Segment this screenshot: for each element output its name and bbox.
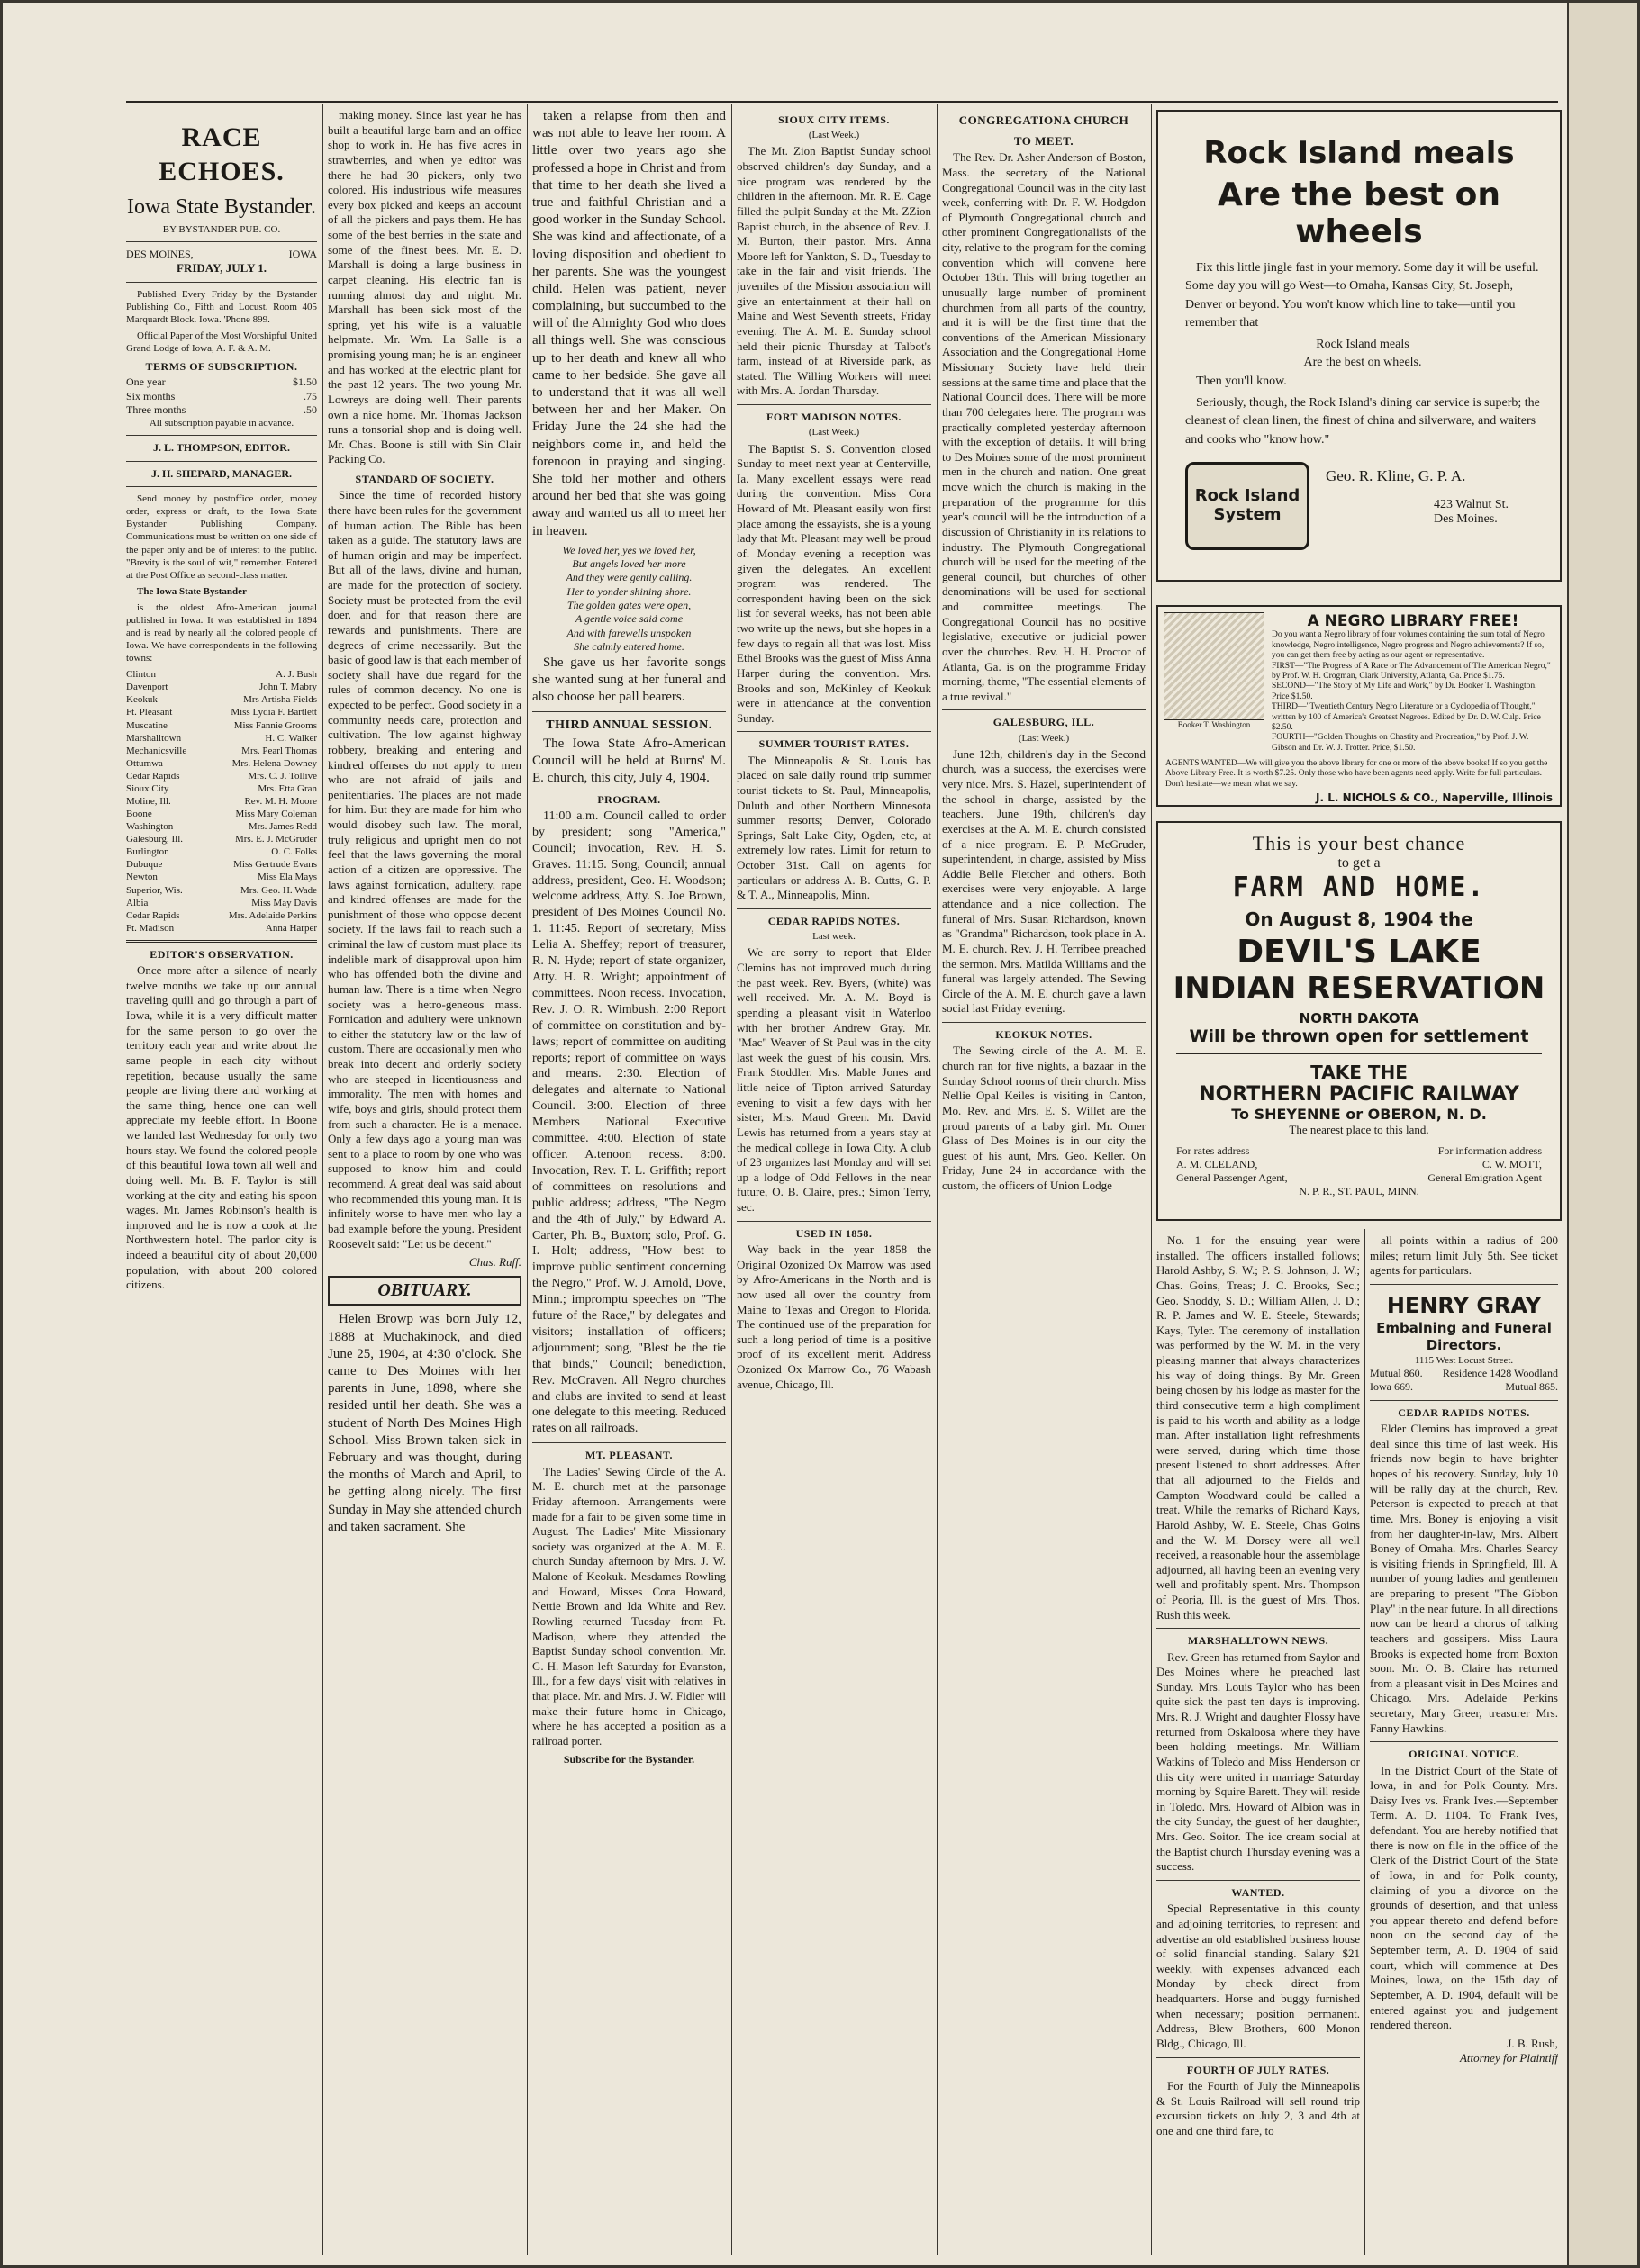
column-rule	[731, 104, 732, 2255]
obituary-body: Helen Browp was born July 12, 1888 at Muchakinock, and died June 25, 1904, at 4:30 o'clock. She came to Des Moines with her parents in June, 1898, where she resided until her death. She was a student of North Des Moines High School. Miss Brown taken sick in February and was thought, during the months of March and April, to be getting along nicely. The first Sunday in May she attended church and taken sacrament. She	[328, 1312, 521, 1534]
cedar-rapids-subheading: Last week.	[812, 931, 856, 943]
agent-town: Dubuque	[126, 859, 163, 871]
poem-line: We loved her, yes we loved her,	[562, 543, 696, 556]
henry-gray-phone-2: Iowa 669.	[1370, 1380, 1413, 1394]
farm-rates-name: A. M. CLELAND,	[1176, 1158, 1258, 1170]
used-in-1858-body: Way back in the year 1858 the Original Ozonized Ox Marrow was used by Afro-Americans in the North and is now used all over the country from Maine to Texas and Oregon to Florida. The continued use of the preparation for such a long period of time is a positive proof of its excellent merit. Address Ozonized Ox Marrow Co., 76 Wabash avenue, Chicago, Ill.	[737, 1242, 931, 1391]
library-book-1: FIRST—"The Progress of A Race or The Advancement of The American Negro," by Prof. W. H. Crogman, Clark University, Atlanta, Ga. Price $1.75.	[1272, 661, 1551, 681]
fort-madison-heading: FORT MADISON NOTES.	[766, 411, 902, 424]
column-7	[1370, 1233, 1558, 2246]
rock-island-logo-line-2: System	[1213, 504, 1282, 524]
agent-row	[126, 820, 317, 833]
masthead-title: RACE ECHOES.	[159, 122, 285, 187]
farm-ad-line-12: The nearest place to this land.	[1289, 1123, 1429, 1136]
agent-name: Rev. M. H. Moore	[244, 795, 317, 807]
galesburg-heading: GALESBURG, ILL.	[992, 716, 1095, 729]
farm-ad-line-11: To SHEYENNE or OBERON, N. D.	[1231, 1106, 1487, 1123]
farm-rates-title: General Passenger Agent,	[1176, 1171, 1288, 1184]
masthead-info: Published Every Friday by the Bystander Publishing Co., Fifth and Locust. Room 405 Marquardt Block. Iowa. 'Phone 899.	[126, 288, 317, 325]
library-headline: A NEGRO LIBRARY FREE!	[1307, 612, 1519, 630]
poem-line: And with farewells unspoken	[566, 626, 692, 639]
farm-ad-line-3: FARM AND HOME.	[1232, 872, 1486, 903]
agent-town: Burlington	[126, 846, 169, 858]
library-book-4: FOURTH—"Golden Thoughts on Chastity and Procreation," by Prof. J. W. Gibson and Dr. W. J. Trotter. Price, $1.50.	[1272, 733, 1529, 753]
rock-island-jingle-3: Are the best on wheels.	[1303, 356, 1422, 370]
farm-rates-label: For rates address	[1176, 1144, 1250, 1157]
henry-gray-residence-phone: Mutual 865.	[1505, 1380, 1558, 1394]
article-signature: Chas. Ruff.	[468, 1255, 521, 1270]
terms-heading: TERMS OF SUBSCRIPTION.	[145, 359, 298, 373]
agent-name: Mrs Artisha Fields	[243, 694, 317, 706]
agent-name: Mrs. James Redd	[248, 821, 317, 833]
agent-name: Miss May Davis	[251, 897, 317, 908]
galesburg-body: June 12th, children's day in the Second church, was a success, the exercises were very nice. Mrs. S. Hazel, superintendent of the school in charge, assisted by the teachers. June 19th, children's day exercises at the A. M. E. church consisted of a nice program. E. P. McGruder, superintendent, in charge, assisted by Miss Addie Belle Fletcher and others. Both exercises were very enjoyable. A large attendance and a nice collection. The funeral of Mrs. Susan Richardson, known as "Grandma" Richardson, took place in A. M. E. church. Rev. J. H. Terribee preached the sermon. Mrs. Matilda Williams and the funeral was largely attended. The Sewing Circle of the A. M. E. church gave a lawn social last Friday evening.	[942, 746, 1146, 1016]
masthead-paper: Iowa State Bystander.	[127, 194, 316, 219]
agent-name: Miss Mary Coleman	[235, 809, 317, 820]
cedar-rapids-body: We are sorry to report that Elder Clemins has not improved much during the past week. Rev. Byers, (white) was well received. Mr. A. M. Boyd is spending a pleasant visit in Waterloo with her brother Andrew Gray. Mr. "Mac" Weaver of St Paul was in the city last week the guest of his cousin, Mrs. Frank Stoddler. Mrs. Mable Jones and little neice of Tipton arrived Saturday evening to visit a few days with her sister, Mrs. Maud Green. Mr. David Lewis has returned from a years stay at the medical college in Iowa City. A club of 23 organizes last Monday and will set up a lodge of Odd Fellows in the near future, O. B. Claire, pres.; Simon Terry, sec.	[737, 945, 931, 1215]
rock-island-jingle: Fix this little jingle fast in your memory. Some day it will be useful. Some day you will go West—to Omaha, Kansas City, St. Joseph, Denver or beyond. You won't know which line to take—until you remember that	[1185, 261, 1539, 330]
farm-ad-line-2: to get a	[1337, 855, 1381, 871]
agent-name: John T. Mabry	[258, 682, 317, 693]
agent-name: Mrs. C. J. Tollive	[248, 770, 317, 782]
masthead-city: DES MOINES,	[126, 247, 194, 260]
rock-island-headline-2: Are the best on wheels	[1217, 176, 1501, 250]
fourth-july-heading: FOURTH OF JULY RATES.	[1186, 2063, 1330, 2076]
library-book-2: SECOND—"The Story of My Life and Work," by Dr. Booker T. Washington. Price $1.50.	[1272, 682, 1537, 701]
column-6	[1156, 1233, 1360, 2246]
sioux-city-body: The Mt. Zion Baptist Sunday school observed children's day Sunday, and a nice program was rendered by the children in the afternoon. Mr. R. E. Cage filled the pulpit Sunday at the Mt. ZZion Baptist church, in the absence of Rev. J. M. Burton, their pastor. Mrs. Anna Moore left for Yankton, S. D., Tuesday to take in the fair and visit friends. The juveniles of the Mission association will give an entertainment at their hall on Maine and West Seventh streets, Friday evening. The A. M. E. Sunday school held their picnic Thursday at Talbot's farm, instead of at Riverside park, as stated. The Willing Workers will meet with Mrs. A. Jordan Thursday.	[737, 144, 931, 398]
sioux-city-heading: SIOUX CITY ITEMS.	[778, 113, 890, 126]
agent-row	[126, 897, 317, 909]
farm-ad-line-6: INDIAN RESERVATION	[1173, 971, 1545, 1007]
agent-name: Anna Harper	[265, 922, 317, 934]
poem-line: But angels loved her more	[572, 557, 686, 571]
obituary-continued: taken a relapse from then and was not able to leave her room. A little over two years ago she professed a hope in Christ and from that time to her death she lived a true and faithful Christian and a good worker in the Sunday School. She was kind and affectionate, of a loving disposition and obedient to her parents. She was the youngest child. Helen was patient, never complaining, but succumbed to the will of the Almighty God who does all things well. She was conscious up to her death and knew all who came to her bedside. She gave all to understand that it was all well between her and her Maker. On Friday June the 24 she had the neighbors come in, and held the forenoon in praying and singing. She told her mother and others around her bed that she was going away and wanted us all to meet her in heaven.	[532, 109, 726, 538]
fourth-july-body: For the Fourth of July the Minneapolis & St. Louis Railroad will sell round trip excursion tickets on July 2, 3 and 4th at one and one third fare, to	[1156, 2078, 1360, 2137]
obituary-poem	[532, 544, 726, 655]
agent-row	[126, 668, 317, 681]
agent-town: Albia	[126, 897, 149, 908]
summer-rates-body: The Minneapolis & St. Louis has placed on sale daily round trip summer tourist tickets to St. Paul, Minneapolis, Duluth and other Northern Minnesota summer resorts; Denver, Colorado Springs, Salt Lake City, Ogden, etc, at extremely low rates. Limit for return to October 31st. Call on agents for particulars or address A. B. Cutts, G. P. & T. A., Minneapolis, Minn.	[737, 753, 931, 902]
rock-island-jingle-4: Then you'll know.	[1196, 374, 1287, 388]
agent-row	[126, 719, 317, 732]
farm-info-name: C. W. MOTT,	[1481, 1158, 1542, 1170]
mt-pleasant-heading: MT. PLEASANT.	[584, 1449, 674, 1462]
standard-of-society-body: Since the time of recorded history there have been rules for the government of human action. The Bible has been taken as a guide. The statutory laws are of human origin and may be imperfect. But all of the laws, divine and human, are made for the protection of society. Society must be protected from the evil doer, and for that reason there are rewards and punishments. There are degrees of crime necessarily. But the basic of good law is that each member of society shall have due regard for the rules of common decency. No one is expected to be perfect. Good society in a community needs care, protection and cultivation. The low against highway robbery, breaking and entering and kindred offenses do not apply to men who are not afraid of jails and penitentiaries. The places are not made for him. But they are made for him who would disobey such law. The moral, truly religious and upright men do not feel that the laws governing the moral action of a citizen are oppressive. The laws against fornication, adultery, rape and kindred offenses are made for the punishment of those who oppose decent society. If the laws fail to reach such a criminal the law of custom must place its indelible mark of disapproval upon him who has offended both the divine and human law. There is a time when Negro society was a hetro-geneous mass. Fornication and adultery were unknown to either the statutory law or the law of custom. There are occasionally men who break into decent and orderly society who are steeped in licentiousness and immorality. The men with homes and wife, boys and girls, should protect them from such a character. He is a menace. Only a few days ago a young man was sent to a place to room by one who was supposed to know him and could recommend. A great deal was said about who recommended this young man. It is infinitely worse to have men who lay a bad example before the young. President Roosevelt said: "Let us be decent."	[328, 488, 521, 1251]
editor-observation-heading: EDITOR'S OBSERVATION.	[150, 947, 294, 961]
annual-session-heading: THIRD ANNUAL SESSION.	[546, 718, 712, 733]
agent-row	[126, 681, 317, 693]
wanted-heading: WANTED.	[1231, 1885, 1285, 1899]
agent-town: Moline, Ill.	[126, 795, 171, 807]
agent-row	[126, 745, 317, 757]
library-book-3: THIRD—"Twentieth Century Negro Literature or a Cyclopedia of Thought," written by 100 of America's Greatest Negroes. Edited by Dr. D. W. Culp. Price $2.50.	[1272, 702, 1541, 732]
lodge-body: No. 1 for the ensuing year were installed. The officers installed follows; Harold Ashby, S. W.; P. S. Johnson, J. W.; Chas. Goins, Treas; J. C. Brooks, Sec.; Geo. Snoddy, S. D.; William Allen, J. D.; R. P. James and W. E. Steele, Stewards; Kays, Tyler. The ceremony of installation was performed by the W. M. in the very pleasing manner that always characterizes his way of doing things. By Mr. Green being chosen by his lodge as master for the third consecutive term a high compliment is paid to his worth and ability as a lodge man. After installation light refreshments were served, during which time those present listened to short addresses. After that all adjourned to the Fields and Campton Woodward could be called a treat. While the remarks of Richard Kays, Harold Ashby, W. E. Steele, Chas Goins and the W. M. Dorsey were all well received, a reasonable hour the assemblage adjourned, all having been an evening very well and profitably spent. Mrs. Thompson of Peoria, Ill. is the guest of Mrs. Thos. Rush this week.	[1156, 1233, 1360, 1622]
rock-island-logo-line-1: Rock Island	[1194, 486, 1300, 506]
agent-name: Mrs. E. J. McGruder	[234, 834, 317, 845]
agent-town: Newton	[126, 872, 158, 883]
used-in-1858-heading: USED IN 1858.	[795, 1226, 873, 1240]
agent-row	[126, 909, 317, 922]
farm-ad-line-10: NORTHERN PACIFIC RAILWAY	[1199, 1083, 1519, 1106]
agent-town: Cedar Rapids	[126, 770, 180, 782]
original-notice-heading: ORIGINAL NOTICE.	[1409, 1748, 1519, 1761]
agent-name: Mrs. Pearl Thomas	[241, 745, 317, 756]
column-5	[942, 108, 1146, 2242]
agent-town: Galesburg, Ill.	[126, 834, 184, 845]
rock-island-agent: Geo. R. Kline, G. P. A.	[1326, 466, 1466, 484]
agent-row	[126, 706, 317, 718]
terms-row: Three months .50	[126, 403, 317, 417]
library-intro: Do you want a Negro library of four volumes containing the sum total of Negro knowledge, Negro intelligence, Negro progress and Negro achievements? If so, you can get them free by acting as our agent or representative.	[1272, 630, 1545, 661]
agent-town: Ft. Madison	[126, 922, 175, 934]
masthead-state: IOWA	[288, 247, 317, 260]
henry-gray-phone-1: Mutual 860.	[1370, 1367, 1423, 1380]
farm-ad-line-8: Will be thrown open for settlement	[1189, 1026, 1529, 1046]
rock-island-ad	[1156, 110, 1562, 582]
agents-intro: is the oldest Afro-American journal published in Iowa. It was established in 1894 and is read by nearly all the colored people of Iowa. We have correspondents in the following towns:	[126, 601, 317, 664]
manager-name: J. H. SHEPARD, MANAGER.	[150, 466, 293, 480]
agent-name: Mrs. Helena Downey	[231, 757, 317, 769]
column-rule	[322, 104, 323, 2255]
agent-town: Ottumwa	[126, 757, 163, 769]
agent-town: Superior, Wis.	[126, 884, 183, 896]
cedar-rapids-heading: CEDAR RAPIDS NOTES.	[767, 914, 901, 927]
program-body: 11:00 a.m. Council called to order by president; song "America," Council; invocation, Rev. H. S. Graves. 11:15. Song, Council; annual address, president, Geo. H. Woodson; welcome address, Atty. S. Joe Brown, president of Des Moines Council No. 1. 11:45. Report of secretary, Miss Lelia A. Sheffey; report of treasurer, R. N. Hyde; report of state organizer, Atty. H. R. Wright; appointment of committees. Noon recess. Invocation, Rev. J. O. R. Wimbush. 2:00 Report of committee on constitution and by-laws; report of committee on auditing reports; report of committee on ways and means. 2:30. Election of delegates and alternate to National Council. 3:00. Election of three Members National Executive committee. 4:00. Election of state officer. A.tenoon recess. 8:00. Invocation, Rev. T. L. Griffith; report of committees on resolutions and public address; address, "The Negro and the 4th of July," by Edward A. Carter, Ph. B., Buxton; solo, Prof. G. I. Holt; address, "How best to improve public sentiment concerning the Negro," Prof. W. J. Arnold, Dove, Minn.; impromptu speeches on "The future of the Race," by delegates and visitors; installation of officers; adjournment; song, "Blest be the tie that binds," Council; benediction, Rev. McCraven. All Negro churches and clubs are invited to send at least one delegate to this meeting. Reduced rates on all railroads.	[532, 809, 726, 1436]
agents-heading: The Iowa State Bystander	[137, 585, 247, 597]
agent-row	[126, 858, 317, 871]
editor-name: J. L. THOMPSON, EDITOR.	[153, 441, 290, 455]
editor-observation-body: Once more after a silence of nearly twelve months we take up our annual traveling quill and go through a part of Iowa, while it is a very difficult matter for the same person to go over the territory each year and write about the same people in each city without repetition, because usually the same people are living there and working at the same thing, hence one can well appreciate my feeble effort. In Boone we landed last Wednesday for only two hours stay. We found the colored people of this beautiful Iowa town all well and doing well. Mr. B. F. Taylor is still working at the city and eating his spoon wages. Mr. James Robinson's health is improved and he is now a cook at the Northwestern hotel. The parlor city is indeed a beautiful city of about 20,000 population, with about 200 colored citizens.	[126, 963, 317, 1292]
page-top-rule	[126, 101, 1558, 103]
agent-town: Mechanicsville	[126, 745, 187, 756]
agents-list	[126, 668, 317, 935]
poem-line: The golden gates were open,	[566, 599, 692, 612]
marshalltown-body: Rev. Green has returned from Saylor and Des Moines where he preached last Sunday. Mrs. Louis Taylor who has been quite sick the past ten days is improving. Mrs. R. J. Wright and daughter Flossy have returned from Oskaloosa where they have been holding meetings. Mr. William Watkins of Toledo and Miss Henderson or this city were united in marriage Saturday morning by Squire Barett. They will reside in Toledo. Mrs. Howard of Albion was in the city Sunday, the guest of her daughter, Mrs. Geo. Soitor. The ice cream social at the Baptist church Thursday evening was a success.	[1156, 1649, 1360, 1874]
agent-town: Marshalltown	[126, 732, 182, 744]
agent-town: Davenport	[126, 682, 168, 693]
agent-town: Keokuk	[126, 694, 158, 706]
column-1	[126, 108, 317, 2242]
farm-info-label: For information address	[1437, 1144, 1542, 1157]
book-illustration-caption: Booker T. Washington	[1177, 720, 1251, 729]
obituary-end: She gave us her favorite songs she wanted sung at her funeral and also choose her pall bearers.	[532, 655, 726, 704]
original-notice-signature-title: Attorney for Plaintiff	[1459, 2051, 1558, 2065]
terms-row: Six months .75	[126, 389, 317, 402]
poem-line: She calmly entered home.	[574, 640, 684, 654]
column-rule	[1364, 1229, 1365, 2255]
congregational-body: The Rev. Dr. Asher Anderson of Boston, Mass. the secretary of the National Congregational Council was in the city last week, conferring with Dr. F. W. Hodgdon of Plymouth Congregational church and other prominent Congregationalists of the city, relative to the program for the coming convention which will convene here October 13th. This will bring together an unusually large number of prominent churchmen from all parts of the country, and it is will be the first time that the conventions of the American Missionary Association and the Congregational Home Missionary Society have held their sessions at the same time and place that the National Council does. There will be more than 700 delegates here. The program was practically completed yesterday afternoon with the exception of details. It will bring to Des Moines some of the most prominent men in the church and nation. One great move which the church is making in the preparation of the programme for this year's council will be the introduction of a discussion of Christianity in its relations to industry. The Plymouth Congregational church will be used for the meeting of the general council, but churches of other denominations will be used for sectional and committee meetings. The Congregational Council has no positive legislative, executive or judicial power over the churches. Rev. H. H. Proctor of Atlanta, Ga. is on the programme Friday morning, theme, "The essential elements of a true revival."	[942, 150, 1146, 703]
agent-row	[126, 884, 317, 897]
agent-row	[126, 757, 317, 770]
congregational-heading-2: TO MEET.	[1013, 133, 1074, 148]
agent-town: Boone	[126, 809, 152, 820]
poem-line: Her to yonder shining shore.	[566, 584, 692, 598]
devils-lake-ad	[1156, 821, 1562, 1221]
agent-row	[126, 732, 317, 745]
agent-name: H. C. Walker	[265, 732, 317, 744]
library-firm: J. L. NICHOLS & CO., Naperville, Illinois	[1316, 791, 1553, 805]
agent-name: Mrs. Etta Gran	[258, 782, 317, 794]
farm-ad-line-1: This is your best chance	[1252, 832, 1466, 854]
agent-row	[126, 845, 317, 858]
subscription-info: Send money by postoffice order, money order, express or draft, to the Iowa State Bystander Publishing Company. Communications must be written on one side of the paper only and be of interest to the public. "Brevity is the soul of wit," remember. Entered at the Post Office as second-class matter.	[126, 493, 317, 581]
summer-rates-heading: SUMMER TOURIST RATES.	[758, 737, 910, 751]
cedar-rapids-2-body: Elder Clemins has improved a great deal since this time of last week. His friends now begin to have brighter hopes of his recovery. Sunday, July 10 will be rally day at the church, Rev. Peterson is expected to preach at that time. Mrs. Boney is enjoying a visit from her daughter-in-law, Mrs. Albert Boney of Omaha. Mrs. Charles Searcy is visiting friends in Springfield, Ill. A number of young ladies and gentlemen are preparing to present "The Gibbon Play" in the near future. In all directions now can be heard a chorus of talking teachers and gossipers. Miss Laura Brooks is expected home from Boxton soon. Mr. O. B. Claire has returned from a pleasant visit in Des Moines and Chicago. Mrs. Adelaide Perkins secretary, Mary Greer, treasurer Mrs. Fanny Hawkins.	[1370, 1422, 1558, 1735]
agent-name: Miss Gertrude Evans	[233, 859, 317, 871]
rock-island-logo	[1185, 462, 1309, 550]
agent-town: Cedar Rapids	[126, 909, 180, 921]
fort-madison-body: The Baptist S. S. Convention closed Sunday to meet next year at Centerville, Ia. Many excellent essays were read during the convention. Miss Cora Howard of Mt. Pleasant easily won first place among the essayists, she is a young lady that Mt. Pleasant may well be proud of. Monday evening a reception was given the delegates. An excellent program was rendered. The correspondent having been on the sick list for several weeks, has not been able two write up the news, but she hopes in a few days to regain all that was lost. Miss Ethel Brooks was the guest of Miss Anna Harper during the convention. Mrs. Brooks and son, McKinley of Keokuk were in attendance at the convention Sunday.	[737, 441, 931, 725]
rates-continued: all points within a radius of 200 miles; return limit July 5th. See ticket agents for particulars.	[1370, 1233, 1558, 1278]
agent-row	[126, 770, 317, 782]
agent-row	[126, 833, 317, 845]
agent-town: Ft. Pleasant	[126, 707, 173, 718]
agent-town: Clinton	[126, 669, 157, 681]
terms-note: All subscription payable in advance.	[149, 418, 294, 429]
rock-island-address-2: Des Moines.	[1434, 511, 1498, 526]
obituary-heading: OBITUARY.	[328, 1276, 521, 1306]
farm-ad-line-5: DEVIL'S LAKE	[1237, 934, 1481, 971]
agent-name: O. C. Folks	[271, 846, 317, 858]
agent-name: Miss Fannie Grooms	[233, 719, 317, 731]
subscribe-line: Subscribe for the Bystander.	[563, 1752, 695, 1766]
library-agents-wanted: AGENTS WANTED—We will give you the above library for one or more of the above books! If so you get the Above Library Free. It is worth $7.25. Only those who have been agents need apply. Write for full particulars. Don't hesitate—we mean what we say.	[1165, 759, 1548, 789]
terms-row: One year $1.50	[126, 375, 317, 389]
congregational-heading: CONGREGATIONA CHURCH	[958, 113, 1129, 127]
masthead-date: FRIDAY, JULY 1.	[177, 260, 267, 275]
original-notice-body: In the District Court of the State of Iowa, in and for Polk County. Mrs. Daisy Ives vs. Frank Ives.—September Term. A. D. 1104. To Frank Ives, defendant. You are hereby notified that there is now on file in the office of the Clerk of the District Court of the State of Iowa, in and for Polk county, claiming of you a divorce on the grounds of desertion, and that unless you appear thereto and defend before noon on the second day of the September term, A. D. 1904 of said court, which will commence at Des Moines, Iowa, on the 15th day of September, A. D. 1904, default will be entered against you and judgement rendered thereon.	[1370, 1763, 1558, 2032]
wanted-body: Special Representative in this county and adjoining territories, to represent and advertise an old established business house of solid financial standing. Salary $21 weekly, with expenses advanced each Monday by check direct from headquarters. Horse and buggy furnished when necessary; position permanent. Address, Blew Brothers, 600 Monon Bldg., Chicago, Ill.	[1156, 1902, 1360, 2050]
henry-gray-name: HENRY GRAY	[1386, 1292, 1542, 1318]
keokuk-body: The Sewing circle of the A. M. E. church ran for five nights, a bazaar in the Sunday School rooms of their church. Miss Nellie Opal Keiles is visiting in Canton, Mo. Rev. and Mrs. E. S. Willet are the proud parents of a baby girl. Mr. Omer Glass of Des Moines is in our city the guest of his aunt, Mrs. Geo. Keller. On Friday, June 24 in accordance with the custom, the officers of Union Lodge	[942, 1044, 1146, 1193]
poem-line: A gentle voice said come	[575, 612, 684, 626]
agent-name: Miss Ela Mays	[258, 872, 317, 883]
sioux-city-subheading: (Last Week.)	[808, 130, 860, 141]
henry-gray-subtitle: Embalning and Funeral Directors.	[1376, 1319, 1552, 1353]
agent-row	[126, 871, 317, 883]
program-heading: PROGRAM.	[597, 792, 661, 806]
column-rule	[527, 104, 528, 2255]
farm-ad-line-7: NORTH DAKOTA	[1299, 1010, 1419, 1026]
agent-row	[126, 693, 317, 706]
mt-pleasant-body: The Ladies' Sewing Circle of the A. M. E. church met at the parsonage Friday afternoon. Arrangements were made for a fair to be given some time in August. The Ladies' Mite Missionary society was organized at the A. M. E. church Sunday afternoon by Mrs. J. W. Malone of Keokuk. Mesdames Rowling and Howard, Misses Cora Howard, Nettie Brown and Ida White and Rev. Rowling returned Tuesday from Ft. Madison, where they attended the Baptist Sunday school convention. Mr. G. H. Mason left Saturday for Evanston, Ill., for a few days' visit with relatives in that place. Mr. and Mrs. J. W. Fidler will make their future home in Chicago, where he has accepted a position as a railroad porter.	[532, 1464, 726, 1748]
marshalltown-heading: MARSHALLTOWN NEWS.	[1187, 1634, 1329, 1648]
poem-line: And they were gently calling.	[566, 571, 693, 584]
column-3	[532, 108, 726, 2242]
agent-row	[126, 922, 317, 935]
henry-gray-address: 1115 West Locust Street.	[1414, 1354, 1514, 1366]
agent-row	[126, 795, 317, 808]
original-notice-signature: J. B. Rush,	[1507, 2036, 1558, 2050]
agent-name: Miss Lydia F. Bartlett	[231, 707, 317, 718]
rock-island-headline-1: Rock Island meals	[1203, 135, 1515, 171]
agent-name: Mrs. Adelaide Perkins	[228, 909, 317, 921]
galesburg-subheading: (Last Week.)	[1018, 732, 1070, 744]
annual-session-body: The Iowa State Afro-American Council will be held at Burns' M. E. church, this city, July 4, 1904.	[532, 736, 726, 786]
adjacent-page-edge	[1567, 0, 1640, 2268]
rock-island-jingle-2: Rock Island meals	[1316, 338, 1409, 352]
agent-town: Muscatine	[126, 719, 168, 731]
fort-madison-subheading: (Last Week.)	[808, 427, 860, 438]
masthead-publisher: BY BYSTANDER PUB. CO.	[162, 223, 281, 235]
agent-town: Sioux City	[126, 782, 169, 794]
agent-town: Washington	[126, 821, 174, 833]
column-rule	[937, 104, 938, 2255]
article-body: making money. Since last year he has built a beautiful large barn and an office shop to work in. He has five acres in strawberries, and when ye editor was there he had 30 pickers, only two colored. His industrious wife measures every box picked and keeps an account of all the pickers and pays them. He has some of the best berries in the state and some of the finest bees. Mr. E. D. Marshall is doing a large business in carpet cleaning. His electric fan is running almost day and night. Mr. Marshall has been sick most of the spring, yet his wife is a valuable helpmate. Mr. Wm. La Salle is a promising young man; he is an engineer and has worked at the electric plant for the past 12 years. The two young Mr. Lowreys are doing well. Their parents own a nice home. Mr. Thomas Jackson runs a tonsorial shop and is doing well. Mr. Chas. Boone is still with Sin Clair Packing Co.	[328, 108, 521, 466]
column-4	[737, 108, 931, 2242]
agent-name: A. J. Bush	[276, 669, 317, 681]
negro-library-ad	[1156, 605, 1562, 807]
farm-footer: N. P. R., ST. PAUL, MINN.	[1299, 1185, 1419, 1197]
agent-row	[126, 782, 317, 795]
henry-gray-residence: Residence 1428 Woodland	[1442, 1367, 1558, 1380]
farm-ad-line-4: On August 8, 1904 the	[1245, 908, 1473, 930]
column-2	[328, 108, 521, 2242]
column-rule	[1151, 104, 1152, 2255]
rock-island-body: Seriously, though, the Rock Island's dining car service is superb; the cleanest of clean linen, the finest of china and silverware, and waiters and cooks who "know how."	[1185, 396, 1540, 447]
masthead-official: Official Paper of the Most Worshipful United Grand Lodge of Iowa, A. F. & A. M.	[126, 330, 317, 354]
keokuk-heading: KEOKUK NOTES.	[995, 1028, 1092, 1042]
farm-info-title: General Emigration Agent	[1427, 1171, 1542, 1184]
standard-of-society-heading: STANDARD OF SOCIETY.	[355, 473, 494, 485]
agent-name: Mrs. Geo. H. Wade	[240, 884, 317, 896]
book-illustration	[1164, 612, 1264, 720]
rock-island-address-1: 423 Walnut St.	[1434, 497, 1509, 511]
cedar-rapids-2-heading: CEDAR RAPIDS NOTES.	[1398, 1405, 1530, 1419]
farm-ad-line-9: TAKE THE	[1310, 1062, 1408, 1083]
agent-row	[126, 808, 317, 820]
